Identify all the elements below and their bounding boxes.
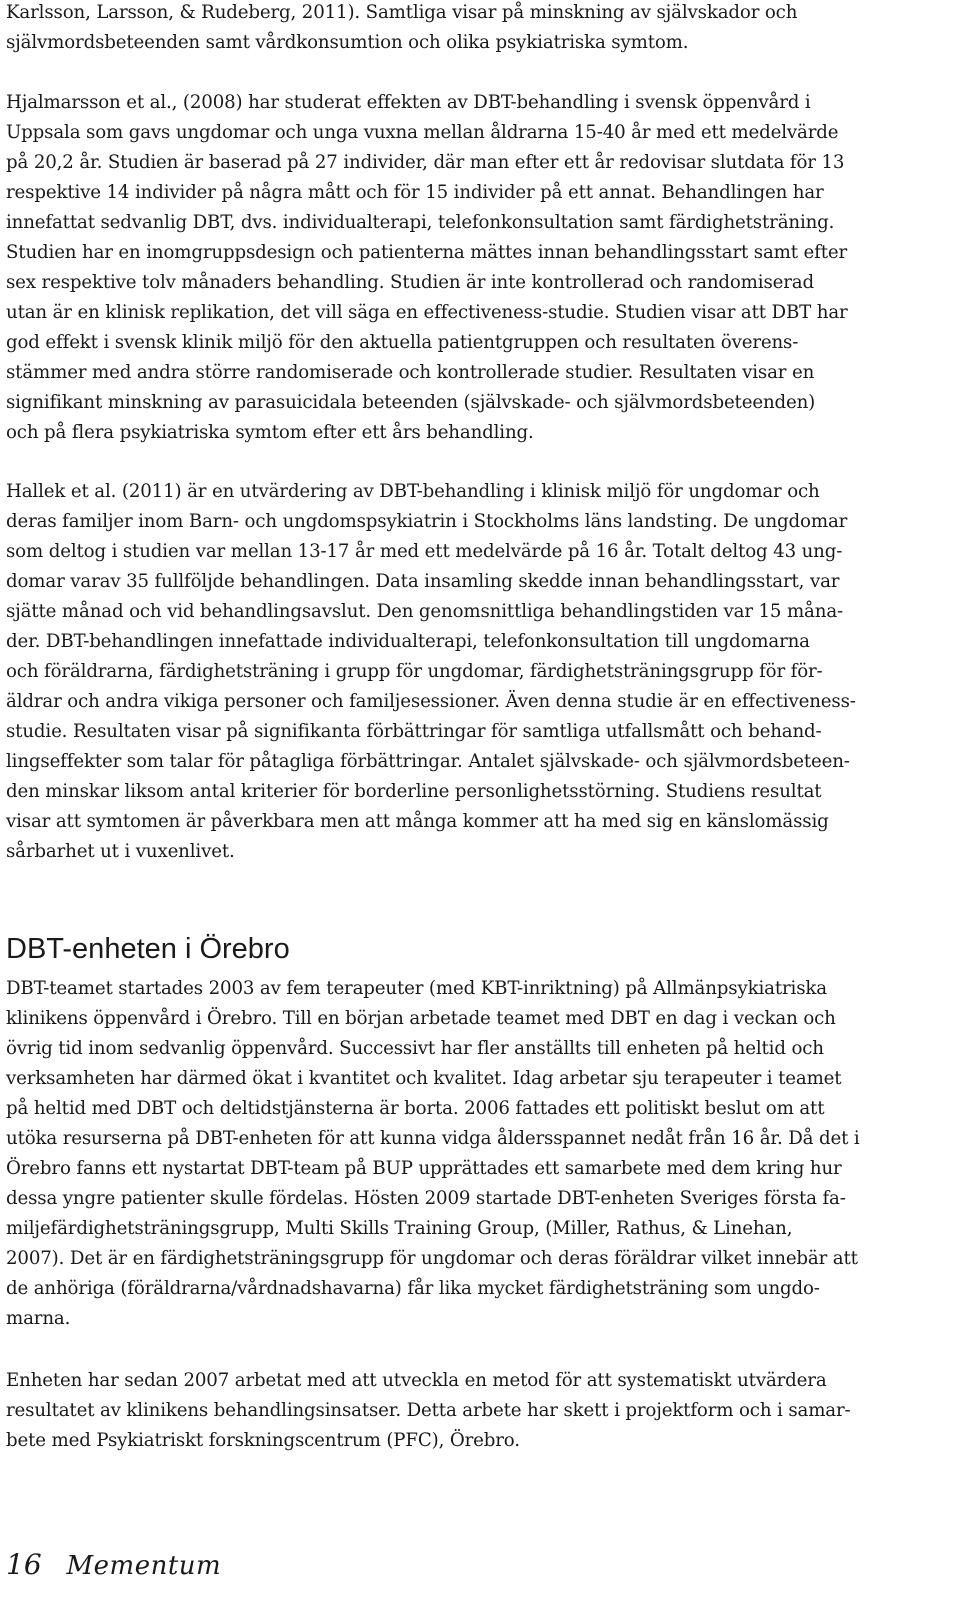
page-number: 16: [6, 1548, 42, 1581]
text-line: stämmer med andra större randomiserade och kontrollerade studier. Resultaten visar en: [6, 362, 815, 383]
text-line: der. DBT-behandlingen innefattade individualterapi, telefonkonsultation till ungdomarna: [6, 631, 810, 652]
text-line: på heltid med DBT och deltidstjänsterna är borta. 2006 fattades ett politiskt beslut om att: [6, 1098, 825, 1119]
paragraph-dbt-team: [6, 974, 938, 1334]
paragraph-evaluation: [6, 1366, 938, 1456]
text-line: Studien har en inomgruppsdesign och patienterna mättes innan behandlingsstart samt efter: [6, 242, 848, 263]
text-line: äldrar och andra vikiga personer och familjesessioner. Även denna studie är en effectiveness-: [6, 691, 856, 712]
text-line: Karlsson, Larsson, & Rudeberg, 2011). Samtliga visar på minskning av självskador och: [6, 2, 798, 23]
text-line: den minskar liksom antal kriterier för borderline personlighetsstörning. Studiens resultat: [6, 781, 822, 802]
text-line: Uppsala som gavs ungdomar och unga vuxna mellan åldrarna 15-40 år med ett medelvärde: [6, 122, 839, 143]
text-line: sjätte månad och vid behandlingsavslut. Den genomsnittliga behandlingstiden var 15 måna-: [6, 601, 844, 622]
text-line: studie. Resultaten visar på signifikanta förbättringar för samtliga utfallsmått och behand-: [6, 721, 822, 742]
paragraph-hallek: [6, 477, 938, 867]
page-footer: [6, 1540, 221, 1590]
text-line: domar varav 35 fullföljde behandlingen. Data insamling skedde innan behandlingsstart, var: [6, 571, 840, 592]
text-line: signifikant minskning av parasuicidala beteenden (självskade- och självmordsbeteenden): [6, 392, 816, 413]
text-line: miljefärdighetsträningsgrupp, Multi Skills Training Group, (Miller, Rathus, & Linehan,: [6, 1218, 793, 1239]
paragraph-hjalmarsson: [6, 88, 938, 448]
section-heading: DBT-enheten i Örebro: [6, 933, 290, 965]
text-line: på 20,2 år. Studien är baserad på 27 individer, där man efter ett år redovisar slutdata för 13: [6, 152, 845, 173]
text-line: resultatet av klinikens behandlingsinsatser. Detta arbete har skett i projektform och i samar-: [6, 1400, 851, 1421]
text-line: utöka resurserna på DBT-enheten för att kunna vidga åldersspannet nedåt från 16 år. Då det i: [6, 1128, 860, 1149]
text-line: god effekt i svensk klinik miljö för den aktuella patientgruppen och resultaten överens-: [6, 332, 799, 353]
text-line: Hallek et al. (2011) är en utvärdering av DBT-behandling i klinisk miljö för ungdomar och: [6, 481, 820, 502]
text-line: visar att symtomen är påverkbara men att många kommer att ha med sig en känslomässig: [6, 811, 829, 832]
text-line: som deltog i studien var mellan 13-17 år med ett medelvärde på 16 år. Totalt deltog 43 ung-: [6, 541, 843, 562]
text-line: 2007). Det är en färdighetsträningsgrupp för ungdomar och deras föräldrar vilket innebär att: [6, 1248, 858, 1269]
text-line: sårbarhet ut i vuxenlivet.: [6, 841, 235, 862]
text-line: och på flera psykiatriska symtom efter ett års behandling.: [6, 422, 534, 443]
text-line: övrig tid inom sedvanlig öppenvård. Successivt har fler anställts till enheten på heltid och: [6, 1038, 824, 1059]
text-line: Hjalmarsson et al., (2008) har studerat effekten av DBT-behandling i svensk öppenvård i: [6, 92, 811, 113]
text-line: självmordsbeteenden samt vårdkonsumtion och olika psykiatriska symtom.: [6, 32, 689, 53]
text-line: marna.: [6, 1308, 71, 1329]
text-line: dessa yngre patienter skulle fördelas. Hösten 2009 startade DBT-enheten Sveriges första fa-: [6, 1188, 846, 1209]
text-line: utan är en klinisk replikation, det vill säga en effectiveness-studie. Studien visar att DBT har: [6, 302, 848, 323]
text-line: lingseffekter som talar för påtagliga förbättringar. Antalet självskade- och självmordsbeteen-: [6, 751, 850, 772]
text-line: deras familjer inom Barn- och ungdomspsykiatrin i Stockholms läns landsting. De ungdomar: [6, 511, 848, 532]
text-line: Enheten har sedan 2007 arbetat med att utveckla en metod för att systematiskt utvärdera: [6, 1370, 827, 1391]
text-line: innefattat sedvanlig DBT, dvs. individualterapi, telefonkonsultation samt färdighetsträning.: [6, 212, 835, 233]
text-line: verksamheten har därmed ökat i kvantitet och kvalitet. Idag arbetar sju terapeuter i teamet: [6, 1068, 842, 1089]
text-line: bete med Psykiatriskt forskningscentrum (PFC), Örebro.: [6, 1430, 520, 1451]
text-line: DBT-teamet startades 2003 av fem terapeuter (med KBT-inriktning) på Allmänpsykiatriska: [6, 978, 827, 999]
text-line: de anhöriga (föräldrarna/vårdnadshavarna) får lika mycket färdighetsträning som ungdo-: [6, 1278, 820, 1299]
publication-name: Mementum: [66, 1551, 222, 1581]
paragraph-continuation: [6, 0, 938, 58]
text-line: respektive 14 individer på några mått och för 15 individer på ett annat. Behandlingen har: [6, 182, 824, 203]
text-line: och föräldrarna, färdighetsträning i grupp för ungdomar, färdighetsträningsgrupp för för-: [6, 661, 823, 682]
text-line: sex respektive tolv månaders behandling. Studien är inte kontrollerad och randomiserad: [6, 272, 814, 293]
text-line: klinikens öppenvård i Örebro. Till en början arbetade teamet med DBT en dag i veckan och: [6, 1008, 836, 1029]
text-line: Örebro fanns ett nystartat DBT-team på BUP upprättades ett samarbete med dem kring hur: [6, 1158, 842, 1179]
